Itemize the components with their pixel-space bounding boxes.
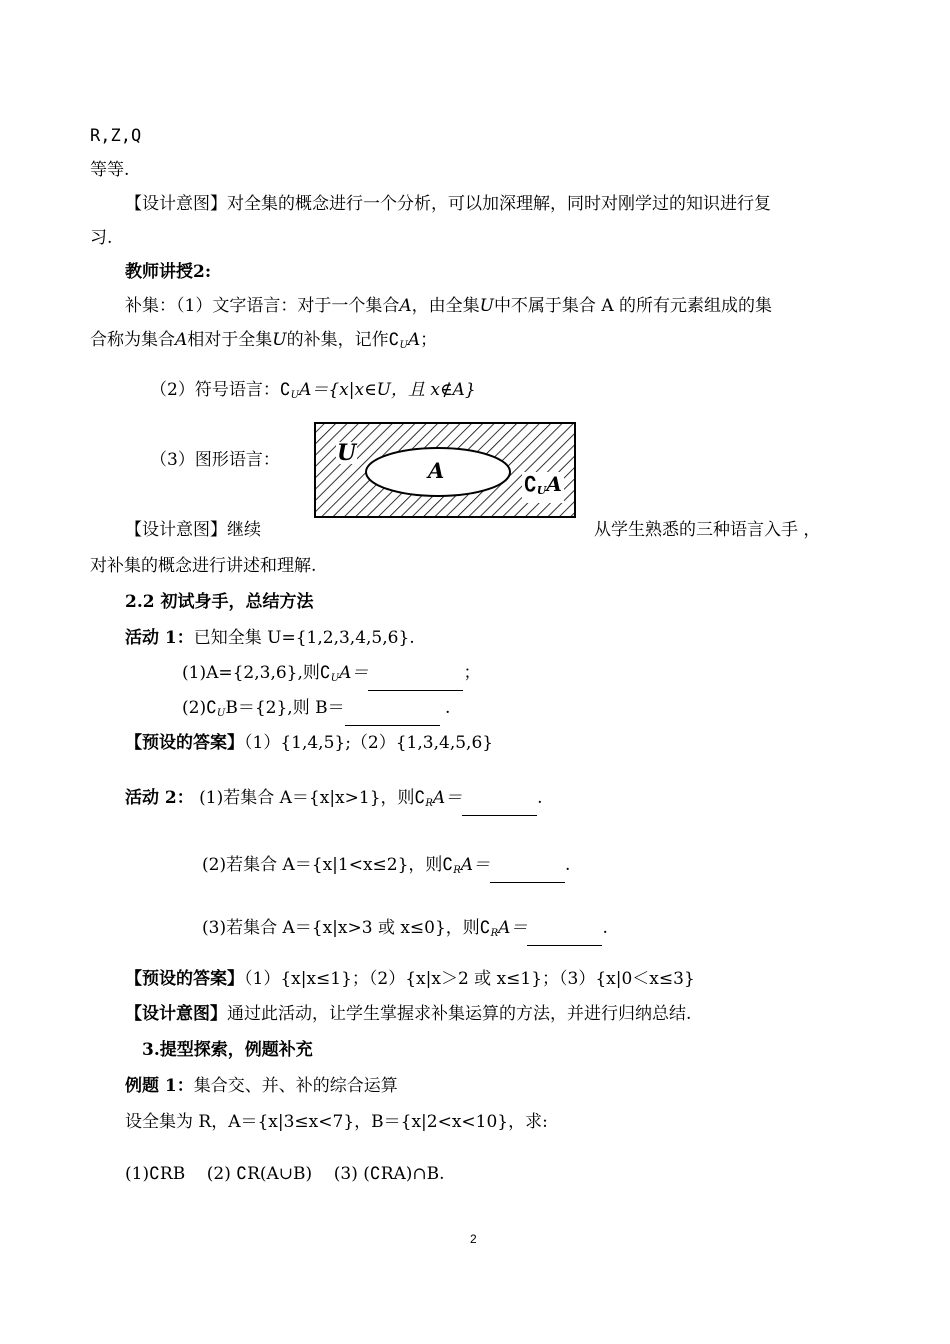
venn-label-a: A	[428, 458, 445, 483]
complement-definition-line1: 补集：（1）文字语言：对于一个集合A，由全集U中不属于集合 A 的所有元素组成的集	[125, 296, 773, 316]
design-intent-2-right: 从学生熟悉的三种语言入手 ，	[594, 520, 821, 540]
heading-teacher-lecture-2: 教师讲授2:	[125, 262, 212, 282]
preset-answer-2: 【预设的答案】（1）{x|x≤1}；（2）{x|x＞2 或 x≤1}；（3）{x|0＜x≤3}	[125, 969, 695, 989]
activity-2-question-1: 活动 2： (1)若集合 A＝{x|x>1}，则$∁_RA=$ .	[125, 786, 543, 816]
activity-1-question-2: $(2)∁_UB=\{2\}$,则 B＝ .	[182, 696, 450, 726]
text-etc: 等等.	[90, 160, 130, 180]
activity-2-question-2: (2)若集合 A＝{x|1<x≤2}，则$∁_RA=$ .	[202, 853, 570, 883]
activity-1: 活动 1：已知全集 U={1,2,3,4,5,6}.	[125, 628, 415, 648]
preset-answer-1: 【预设的答案】（1）{1,4,5};（2）{1,3,4,5,6}	[125, 733, 494, 753]
design-intent-1: 【设计意图】对全集的概念进行一个分析，可以加深理解，同时对刚学过的知识进行复	[125, 194, 771, 214]
design-intent-2-left: 【设计意图】继续	[125, 520, 261, 540]
example-1-statement: 设全集为 R，A＝{x|3≤x<7}，B＝{x|2<x<10}，求:	[125, 1112, 548, 1132]
symbolic-language: （2）符号语言：$∁_UA=\{x|x\in U$，且 x∉A}	[150, 380, 476, 401]
answer-blank[interactable]	[462, 797, 537, 816]
design-intent-1-cont: 习.	[90, 228, 113, 248]
venn-label-complement: $∁_UA$	[522, 472, 564, 503]
activity-2-question-3: (3)若集合 A＝{x|x>3 或 x≤0}，则$∁_RA=$ .	[202, 916, 608, 946]
answer-blank[interactable]	[527, 927, 602, 946]
venn-diagram-svg	[314, 422, 576, 518]
heading-3: 3.提型探索，例题补充	[142, 1040, 313, 1060]
graphic-language-label: （3）图形语言：	[150, 450, 280, 470]
answer-blank[interactable]	[345, 707, 440, 726]
activity-1-question-1: (1)A={2,3,6},则$∁_UA=$ ；	[182, 661, 480, 691]
page-number: 2	[470, 1232, 477, 1246]
venn-diagram	[314, 422, 576, 518]
example-1-title: 例题 1：集合交、并、补的综合运算	[125, 1076, 398, 1096]
answer-blank[interactable]	[368, 672, 463, 691]
venn-label-u: U	[337, 440, 357, 466]
example-1-questions: (1)∁RB (2) ∁R(A∪B) (3) (∁RA)∩B.	[125, 1164, 445, 1184]
heading-2-2: 2.2 初试身手，总结方法	[125, 592, 314, 612]
answer-blank[interactable]	[490, 864, 565, 883]
design-intent-3: 【设计意图】通过此活动，让学生掌握求补集运算的方法，并进行归纳总结.	[125, 1004, 692, 1024]
text-rzq: R,Z,Q	[90, 126, 142, 146]
complement-definition-line2: 合称为集合A相对于全集U的补集，记作$∁_UA$；	[90, 330, 438, 351]
design-intent-2-cont: 对补集的概念进行讲述和理解.	[90, 556, 317, 576]
